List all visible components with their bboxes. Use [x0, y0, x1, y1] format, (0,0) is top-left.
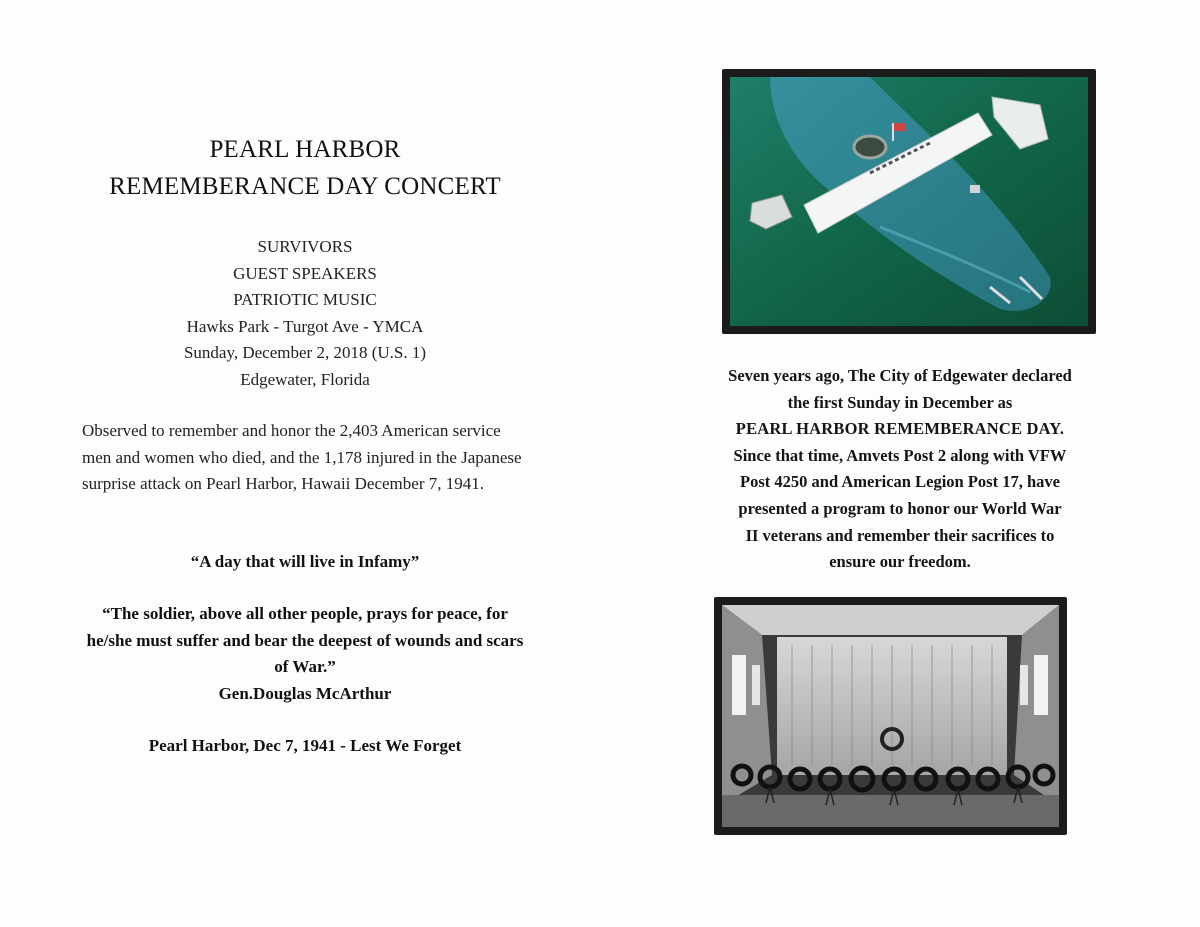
declaration-line: Post 4250 and American Legion Post 17, have: [740, 472, 1060, 492]
soldier-quote: “The soldier, above all other people, prays for peace, for he/she must suffer and bear the deepest of wounds and scars of War.”: [86, 604, 524, 676]
event-detail-speakers: GUEST SPEAKERS: [233, 263, 377, 283]
declaration-line: ensure our freedom.: [829, 552, 971, 572]
memorial-aerial-photo: [722, 69, 1096, 334]
declaration-line: Seven years ago, The City of Edgewater declared: [728, 366, 1072, 385]
title-line-1: PEARL HARBOR: [209, 136, 401, 163]
declaration-line: Since that time, Amvets Post 2 along with VFW: [733, 445, 1067, 465]
soldier-quote-block: [0, 601, 610, 707]
shrine-room-photo: [714, 597, 1067, 835]
memorial-aerial-image: [730, 77, 1088, 326]
declaration-line: presented a program to honor our World War: [738, 498, 1062, 518]
event-detail-city: Edgewater, Florida: [240, 369, 370, 389]
right-panel: [600, 0, 1200, 927]
declaration-text: [600, 363, 1200, 576]
event-detail-survivors: SURVIVORS: [257, 237, 353, 256]
title-line-2: REMEMBERANCE DAY CONCERT: [109, 173, 501, 200]
infamy-quote: “A day that will live in Infamy”: [190, 552, 420, 571]
closing-line: Pearl Harbor, Dec 7, 1941 - Lest We Forget: [148, 736, 462, 755]
observed-paragraph: Observed to remember and honor the 2,403 American service men and women who died, and the 1,178 injured in the Japanese surprise attack on Pearl Harbor, Hawaii December 7, 1941.: [82, 421, 522, 493]
event-detail-location: Hawks Park - Turgot Ave - YMCA: [186, 316, 424, 336]
declaration-line: the first Sunday in December as: [787, 392, 1013, 412]
event-details: [0, 234, 610, 393]
declaration-line: PEARL HARBOR REMEMBERANCE DAY.: [735, 419, 1065, 439]
declaration-line: II veterans and remember their sacrifices to: [745, 525, 1055, 545]
event-detail-date: Sunday, December 2, 2018 (U.S. 1): [183, 343, 427, 362]
event-detail-music: PATRIOTIC MUSIC: [233, 290, 377, 309]
quote-attribution: Gen.Douglas McArthur: [218, 683, 392, 703]
shrine-room-image: [722, 605, 1059, 827]
